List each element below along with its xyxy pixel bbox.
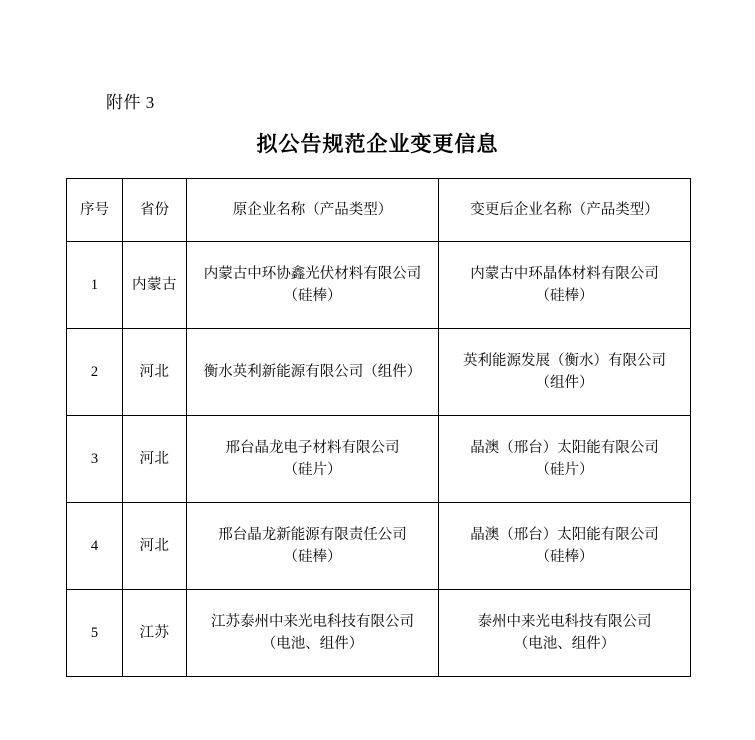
cell-text-line: 泰州中来光电科技有限公司: [477, 613, 652, 630]
cell-text-line: 晶澳（邢台）太阳能有限公司: [470, 439, 659, 456]
cell-index: 4: [67, 503, 123, 590]
cell-text-line: （硅棒）: [535, 549, 594, 565]
cell-text-line: （电池、组件）: [261, 636, 364, 652]
cell-province: 河北: [123, 416, 187, 503]
cell-text-line: （硅片）: [535, 462, 594, 478]
company-change-table: [66, 178, 691, 677]
cell-text-line: （组件）: [535, 375, 594, 391]
cell-province: 河北: [123, 329, 187, 416]
column-header-old-name: 原企业名称（产品类型）: [187, 179, 439, 242]
cell-old-name: [187, 416, 439, 503]
cell-text-line: 英利能源发展（衡水）有限公司: [463, 352, 666, 369]
cell-new-name: [439, 329, 691, 416]
attachment-label: 附件 3: [106, 93, 155, 112]
cell-index: 3: [67, 416, 123, 503]
cell-old-name: [187, 503, 439, 590]
cell-text-line: （硅棒）: [535, 288, 594, 304]
cell-province: 内蒙古: [123, 242, 187, 329]
cell-new-name: [439, 416, 691, 503]
table-header-row: [67, 179, 691, 242]
cell-text-line: 晶澳（邢台）太阳能有限公司: [470, 526, 659, 543]
cell-new-name: [439, 503, 691, 590]
page-title: 拟公告规范企业变更信息: [256, 132, 499, 156]
cell-text-line: 内蒙古中环协鑫光伏材料有限公司: [203, 265, 422, 282]
cell-index: 5: [67, 590, 123, 677]
table-row: [67, 590, 691, 677]
cell-text-line: （硅棒）: [283, 549, 342, 565]
cell-text-line: （硅片）: [283, 462, 342, 478]
cell-text-line: 内蒙古中环晶体材料有限公司: [470, 265, 659, 282]
cell-text-line: 邢台晶龙新能源有限责任公司: [218, 526, 407, 543]
cell-province: 江苏: [123, 590, 187, 677]
table-row: [67, 503, 691, 590]
cell-text-line: 衡水英利新能源有限公司（组件）: [203, 363, 422, 380]
cell-old-name: [187, 329, 439, 416]
cell-text-line: （电池、组件）: [513, 636, 616, 652]
table-row: [67, 416, 691, 503]
cell-text-line: 江苏泰州中来光电科技有限公司: [211, 613, 414, 630]
cell-text-line: 邢台晶龙电子材料有限公司: [225, 439, 400, 456]
cell-province: 河北: [123, 503, 187, 590]
cell-old-name: [187, 590, 439, 677]
column-header-new-name: 变更后企业名称（产品类型）: [439, 179, 691, 242]
cell-old-name: [187, 242, 439, 329]
cell-index: 2: [67, 329, 123, 416]
cell-new-name: [439, 242, 691, 329]
table-row: [67, 242, 691, 329]
cell-index: 1: [67, 242, 123, 329]
cell-text-line: （硅棒）: [283, 288, 342, 304]
table-row: [67, 329, 691, 416]
column-header-index: 序号: [67, 179, 123, 242]
column-header-province: 省份: [123, 179, 187, 242]
cell-new-name: [439, 590, 691, 677]
